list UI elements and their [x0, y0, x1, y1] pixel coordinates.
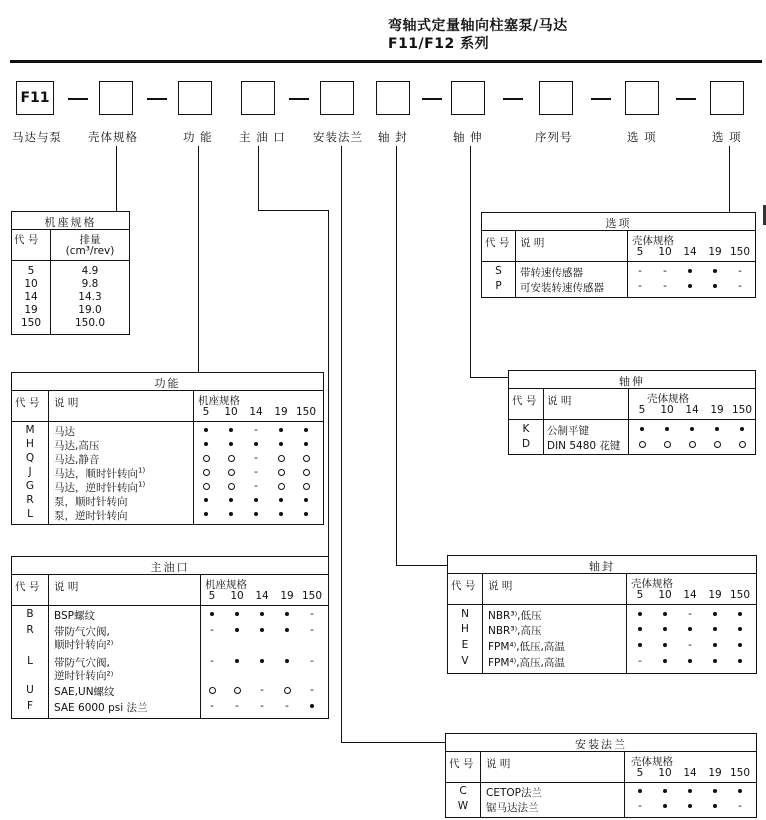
port-desc: 带防气穴阀,	[54, 657, 110, 669]
mark-ring	[294, 452, 318, 464]
mark-dot	[628, 785, 652, 797]
mark-dot	[728, 785, 752, 797]
mark-dash: -	[688, 608, 692, 620]
mounting-flange-table	[445, 733, 757, 818]
size-5: 5	[636, 246, 644, 258]
frame-displacement: 14.3	[78, 291, 102, 303]
col-displacement: 排量	[79, 234, 101, 246]
mark-dot	[678, 655, 702, 667]
mark-dot	[219, 494, 243, 506]
frame-code: 19	[24, 304, 38, 316]
size-5: 5	[202, 406, 210, 418]
frame-displacement: 150.0	[74, 317, 106, 329]
size-14: 14	[683, 767, 697, 779]
mark-dot	[703, 623, 727, 635]
mark-dot	[269, 424, 293, 436]
table-title: 主油口	[150, 561, 190, 574]
mark-ring	[219, 452, 243, 464]
connector-shaft	[470, 146, 471, 377]
mark-ring	[680, 438, 704, 450]
mark-ring	[194, 452, 218, 464]
shaft-end-table	[508, 370, 756, 455]
code-box-serial[interactable]	[539, 81, 573, 115]
shaft-desc: 公制平键	[547, 425, 589, 437]
mark-dot	[225, 655, 249, 667]
connector-option	[729, 146, 730, 212]
function-table	[11, 372, 324, 525]
mark-dot	[728, 655, 752, 667]
mark-ring	[294, 480, 318, 492]
size-150: 150	[729, 767, 751, 779]
mark-dot	[294, 494, 318, 506]
col-desc: 说 明	[547, 395, 572, 407]
mark-ring	[269, 452, 293, 464]
mark-dot	[628, 608, 652, 620]
mark-dot	[653, 608, 677, 620]
size-14: 14	[249, 406, 263, 418]
mark-ring	[294, 466, 318, 478]
mark-dash: -	[688, 639, 692, 651]
function-code: J	[28, 466, 32, 478]
size-150: 150	[729, 589, 751, 601]
mark-dot	[703, 639, 727, 651]
mark-dash: -	[210, 624, 214, 636]
mark-dot	[728, 639, 752, 651]
size-14: 14	[683, 589, 697, 601]
option-desc: 带转速传感器	[520, 267, 583, 279]
connector-shaft-h	[470, 377, 508, 378]
connector-seal	[396, 146, 397, 565]
port-code: F	[26, 700, 34, 712]
option-code: S	[495, 265, 502, 277]
size-14: 14	[255, 590, 269, 602]
function-desc: 泵，逆时针转向	[54, 510, 128, 522]
option-desc: 可安装转速传感器	[520, 282, 604, 294]
label-mounting-flange: 安装法兰	[313, 130, 363, 144]
dash	[503, 98, 523, 100]
mark-dot	[275, 655, 299, 667]
col-desc: 说 明	[488, 580, 513, 592]
code-box-function[interactable]	[178, 81, 212, 115]
size-10: 10	[658, 589, 672, 601]
function-desc: 泵，顺时针转向	[54, 496, 128, 508]
col-size: 壳体规格	[632, 235, 674, 247]
mark-dot	[194, 508, 218, 520]
mark-dot	[275, 624, 299, 636]
port-code: L	[27, 655, 33, 667]
mark-dot	[703, 608, 727, 620]
mark-dot	[194, 438, 218, 450]
function-desc: 马达,静音	[54, 454, 100, 466]
mark-dash: -	[738, 280, 742, 292]
table-title: 选项	[605, 217, 632, 230]
page-subtitle: F11/F12 系列	[388, 36, 490, 52]
col-desc: 说 明	[54, 581, 79, 593]
mark-dot	[628, 623, 652, 635]
mark-dot	[653, 785, 677, 797]
mark-dot	[225, 608, 249, 620]
mark-dot	[678, 623, 702, 635]
mark-dot	[200, 608, 224, 620]
function-code: H	[26, 438, 34, 450]
col-code: 代 号	[14, 234, 39, 246]
mark-dot	[275, 608, 299, 620]
mark-ring	[730, 438, 754, 450]
code-box-option-2[interactable]	[710, 81, 744, 115]
size-10: 10	[658, 767, 672, 779]
mark-dot	[225, 624, 249, 636]
size-5: 5	[208, 590, 216, 602]
mark-ring	[219, 480, 243, 492]
seal-desc: NBR³⁾,低压	[488, 610, 542, 622]
function-desc: 马达，逆时针转向$^{1)}$	[54, 480, 146, 494]
connector-function	[198, 146, 199, 372]
mark-dash: -	[285, 700, 289, 712]
table-title: 机座规格	[44, 216, 97, 229]
shaft-desc: DIN 5480 花键	[547, 440, 621, 452]
mark-dash: -	[254, 466, 258, 478]
dash	[591, 98, 611, 100]
size-19: 19	[708, 767, 722, 779]
mark-dot	[294, 508, 318, 520]
mark-dot	[653, 655, 677, 667]
title-rule	[10, 60, 762, 63]
col-size: 壳体规格	[631, 756, 673, 768]
mark-dash: -	[210, 655, 214, 667]
seal-code: E	[461, 639, 469, 651]
mark-dot	[653, 800, 677, 812]
label-option-1: 选 项	[627, 130, 657, 144]
mark-dot	[244, 494, 268, 506]
label-serial: 序列号	[535, 130, 573, 144]
code-box-frame-size[interactable]	[99, 81, 133, 115]
size-10: 10	[224, 406, 238, 418]
connector-main-port-v	[328, 210, 329, 556]
mark-dot	[269, 438, 293, 450]
col-desc: 说 明	[486, 758, 511, 770]
code-box-option-1[interactable]	[625, 81, 659, 115]
shaft-code: D	[521, 438, 531, 450]
mark-dot	[630, 423, 654, 435]
mark-dash: -	[638, 280, 642, 292]
function-desc: 马达	[54, 426, 75, 438]
seal-desc: FPM⁴⁾,高压,高温	[488, 657, 565, 669]
code-box-series: F11	[16, 81, 54, 115]
size-10: 10	[658, 246, 672, 258]
size-150: 150	[301, 590, 323, 602]
mark-dot	[269, 494, 293, 506]
col-code: 代 号	[512, 395, 537, 407]
size-19: 19	[708, 589, 722, 601]
dash	[147, 98, 167, 100]
mark-dash: -	[254, 480, 258, 492]
table-title: 轴伸	[619, 375, 645, 388]
mark-dot	[728, 608, 752, 620]
frame-displacement: 9.8	[81, 278, 99, 290]
size-5: 5	[638, 404, 646, 416]
mark-dot	[678, 785, 702, 797]
label-function: 功 能	[183, 130, 213, 144]
connector-seal-h	[396, 565, 447, 566]
col-size: 壳体规格	[647, 393, 689, 405]
port-desc-line2: 逆时针转向²⁾	[54, 670, 114, 682]
col-unit: (cm³/rev)	[65, 245, 115, 257]
frame-size-table	[11, 211, 130, 335]
col-size: 壳体规格	[631, 578, 673, 590]
options-table	[481, 212, 756, 298]
mark-dot	[219, 424, 243, 436]
mark-dash: -	[310, 684, 314, 696]
code-box-main-port[interactable]	[241, 81, 275, 115]
port-desc: 带防气穴阀,	[54, 626, 110, 638]
port-desc: SAE 6000 psi 法兰	[54, 702, 148, 714]
function-code: G	[25, 480, 35, 492]
function-desc: 马达，顺时针转向$^{1)}$	[54, 466, 146, 480]
mark-dot	[678, 800, 702, 812]
port-desc-line2: 顺时针转向²⁾	[54, 639, 114, 651]
connector-main-port	[258, 146, 259, 210]
mark-dot	[194, 424, 218, 436]
mark-dot	[728, 623, 752, 635]
col-code: 代 号	[15, 581, 40, 593]
frame-code: 10	[24, 278, 38, 290]
mark-dash: -	[210, 700, 214, 712]
mark-dot	[703, 800, 727, 812]
mark-dash: -	[663, 265, 667, 277]
mark-dot	[294, 438, 318, 450]
table-title: 功能	[154, 377, 181, 390]
size-14: 14	[685, 404, 699, 416]
mark-dot	[250, 655, 274, 667]
col-code: 代 号	[485, 237, 510, 249]
mark-dash: -	[310, 655, 314, 667]
dash	[289, 98, 309, 100]
seal-code: V	[461, 655, 469, 667]
port-desc: SAE,UN螺纹	[54, 686, 115, 698]
size-19: 19	[710, 404, 724, 416]
col-code: 代 号	[15, 397, 40, 409]
dash	[676, 98, 696, 100]
size-19: 19	[708, 246, 722, 258]
mark-dot	[194, 494, 218, 506]
shaft-seal-table	[447, 555, 757, 674]
mark-dash: -	[738, 265, 742, 277]
connector-frame-size	[116, 146, 117, 211]
col-code: 代 号	[449, 758, 474, 770]
table-title: 轴封	[589, 560, 615, 573]
shaft-code: K	[522, 423, 530, 435]
label-shaft-seal: 轴 封	[378, 130, 408, 144]
table-title: 安装法兰	[575, 738, 627, 751]
mark-dot	[250, 624, 274, 636]
size-19: 19	[274, 406, 288, 418]
size-19: 19	[280, 590, 294, 602]
connector-flange	[341, 146, 342, 742]
main-port-table	[11, 556, 329, 719]
mark-ring	[194, 480, 218, 492]
mark-ring	[269, 466, 293, 478]
col-size: 机座规格	[205, 579, 247, 591]
code-box-mounting-flange[interactable]	[320, 81, 354, 115]
size-150: 150	[731, 404, 753, 416]
mark-ring	[269, 480, 293, 492]
function-code: R	[26, 494, 34, 506]
mark-dash: -	[663, 280, 667, 292]
frame-displacement: 4.9	[81, 265, 99, 277]
mark-dash: -	[254, 424, 258, 436]
mark-dot	[219, 438, 243, 450]
mark-dot	[678, 280, 702, 292]
label-frame-size: 壳体规格	[88, 130, 138, 144]
mark-dot	[680, 423, 704, 435]
port-code: U	[26, 684, 34, 696]
mark-dash: -	[738, 800, 742, 812]
mark-dot	[628, 639, 652, 651]
mark-ring	[225, 684, 249, 696]
frame-code: 14	[24, 291, 38, 303]
mark-dash: -	[638, 800, 642, 812]
size-150: 150	[729, 246, 751, 258]
mark-dot	[269, 508, 293, 520]
mark-ring	[219, 466, 243, 478]
seal-desc: FPM⁴⁾,低压,高温	[488, 641, 565, 653]
code-box-shaft-seal[interactable]	[376, 81, 410, 115]
mark-dot	[294, 424, 318, 436]
label-shaft-end: 轴 伸	[453, 130, 483, 144]
size-5: 5	[636, 589, 644, 601]
dash	[422, 98, 442, 100]
frame-displacement: 19.0	[78, 304, 102, 316]
label-motor-pump: 马达与泵	[12, 130, 62, 144]
mark-ring	[275, 684, 299, 696]
mark-dot	[730, 423, 754, 435]
mark-ring	[705, 438, 729, 450]
function-code: Q	[25, 452, 35, 464]
function-code: L	[27, 508, 33, 520]
mark-dot	[705, 423, 729, 435]
mark-dot	[653, 639, 677, 651]
mark-dot	[244, 438, 268, 450]
size-150: 150	[295, 406, 317, 418]
code-box-shaft-end[interactable]	[451, 81, 485, 115]
mark-dot	[244, 508, 268, 520]
mark-ring	[200, 684, 224, 696]
flange-code: C	[459, 785, 467, 797]
mark-dash: -	[235, 700, 239, 712]
port-code: B	[26, 608, 34, 620]
mark-dot	[219, 508, 243, 520]
option-code: P	[495, 280, 502, 292]
mark-dot	[250, 608, 274, 620]
mark-ring	[655, 438, 679, 450]
frame-code: 5	[27, 265, 35, 277]
size-10: 10	[660, 404, 674, 416]
mark-dash: -	[260, 684, 264, 696]
mark-dot	[655, 423, 679, 435]
mark-dot	[678, 265, 702, 277]
mark-dash: -	[638, 655, 642, 667]
function-desc: 马达,高压	[54, 440, 100, 452]
mark-ring	[194, 466, 218, 478]
connector-flange-h	[341, 742, 445, 743]
col-desc: 说 明	[520, 237, 545, 249]
dash	[68, 98, 88, 100]
mark-dot	[703, 280, 727, 292]
mark-dash: -	[638, 265, 642, 277]
label-main-port: 主 油 口	[239, 130, 286, 144]
seal-code: N	[461, 608, 469, 620]
flange-code: W	[457, 800, 469, 812]
port-desc: BSP螺纹	[54, 610, 96, 622]
flange-desc: 锯马达法兰	[486, 802, 539, 814]
mark-ring	[630, 438, 654, 450]
mark-dot	[653, 623, 677, 635]
mark-dot	[703, 265, 727, 277]
size-14: 14	[683, 246, 697, 258]
frame-code: 150	[20, 317, 42, 329]
seal-desc: NBR³⁾,高压	[488, 625, 542, 637]
connector-main-port-h	[258, 210, 328, 211]
page-title: 弯轴式定量轴向柱塞泵/马达	[388, 18, 568, 34]
size-10: 10	[230, 590, 244, 602]
seal-code: H	[461, 623, 469, 635]
mark-dash: -	[260, 700, 264, 712]
col-code: 代 号	[451, 580, 476, 592]
mark-dash: -	[310, 624, 314, 636]
mark-dot	[703, 785, 727, 797]
col-size: 机座规格	[198, 395, 240, 407]
size-5: 5	[636, 767, 644, 779]
flange-desc: CETOP法兰	[486, 787, 542, 799]
mark-dash: -	[254, 452, 258, 464]
mark-dot	[703, 655, 727, 667]
mark-dot	[300, 700, 324, 712]
function-code: M	[25, 424, 35, 436]
label-option-2: 选 项	[712, 130, 742, 144]
port-code: R	[26, 624, 34, 636]
mark-dash: -	[310, 608, 314, 620]
col-desc: 说 明	[54, 397, 79, 409]
